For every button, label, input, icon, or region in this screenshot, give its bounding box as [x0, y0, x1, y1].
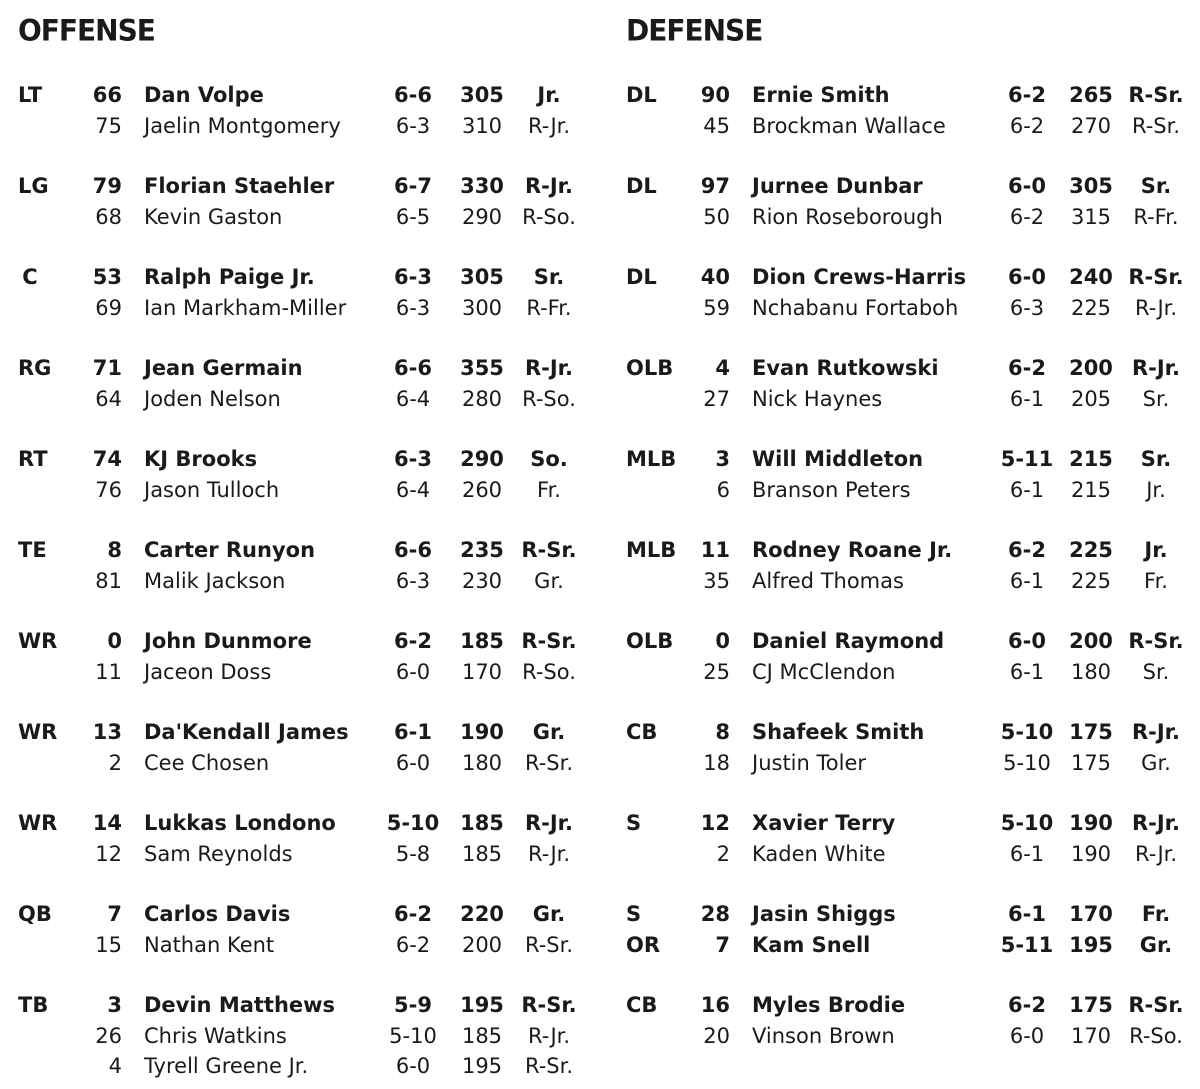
- player-row: [18, 262, 588, 292]
- player-class: Fr.: [1144, 568, 1168, 593]
- player-weight: 265: [1069, 83, 1113, 107]
- jersey-number: 28: [700, 902, 730, 926]
- position-label: WR: [18, 811, 58, 835]
- player-weight: 175: [1070, 750, 1112, 775]
- player-row: [18, 1021, 588, 1051]
- player-row: [626, 626, 1196, 656]
- player-class: Fr.: [1141, 902, 1171, 926]
- player-class: R-Jr.: [527, 1023, 571, 1048]
- player-class: R-So.: [522, 204, 576, 229]
- player-name: Sam Reynolds: [144, 841, 293, 866]
- player-height: 6-5: [395, 204, 431, 229]
- player-class: R-So.: [1129, 1023, 1183, 1048]
- player-row: [626, 444, 1196, 474]
- player-height: 5-10: [1000, 811, 1054, 835]
- player-row: [626, 1021, 1196, 1051]
- player-weight: 215: [1070, 477, 1112, 502]
- player-row: [18, 535, 588, 565]
- position-label: S: [626, 811, 642, 835]
- player-row: [626, 353, 1196, 383]
- player-weight: 195: [461, 1054, 503, 1078]
- player-height: 6-1: [1009, 386, 1045, 411]
- player-weight: 270: [1070, 113, 1112, 138]
- player-weight: 195: [1069, 932, 1113, 957]
- player-weight: 290: [460, 447, 504, 471]
- player-name: Devin Matthews: [144, 993, 336, 1017]
- player-class: R-Sr.: [1128, 83, 1184, 107]
- player-class: R-Jr.: [1131, 811, 1181, 835]
- player-row: [18, 717, 588, 747]
- position-label: WR: [18, 720, 58, 744]
- player-weight: 200: [1069, 629, 1113, 653]
- player-row: [18, 444, 588, 474]
- player-weight: 185: [460, 811, 504, 835]
- player-name: Rodney Roane Jr.: [752, 538, 953, 562]
- player-class: So.: [530, 447, 568, 471]
- player-class: R-Fr.: [1133, 204, 1179, 229]
- position-label: LT: [18, 83, 43, 107]
- player-name: Shafeek Smith: [752, 720, 925, 744]
- player-row: [626, 475, 1196, 505]
- player-weight: 190: [1070, 841, 1112, 866]
- player-name: Joden Nelson: [144, 386, 281, 411]
- player-height: 6-2: [1008, 83, 1046, 107]
- player-height: 6-0: [1008, 629, 1046, 653]
- player-name: Jason Tulloch: [144, 477, 280, 502]
- jersey-number: 11: [700, 538, 730, 562]
- player-class: Sr.: [533, 265, 565, 289]
- player-row: [18, 353, 588, 383]
- player-row: [18, 80, 588, 110]
- player-class: Sr.: [1140, 447, 1172, 471]
- player-weight: 185: [460, 629, 504, 653]
- jersey-number: 3: [715, 447, 730, 471]
- player-name: Ian Markham-Miller: [144, 295, 347, 320]
- jersey-number: 74: [92, 447, 122, 471]
- position-label: DL: [626, 83, 657, 107]
- player-name: Jaceon Doss: [144, 659, 272, 684]
- player-name: KJ Brooks: [144, 447, 258, 471]
- player-height: 6-2: [395, 932, 431, 957]
- jersey-number: 76: [95, 477, 122, 502]
- player-name: Malik Jackson: [144, 568, 286, 593]
- player-height: 6-2: [394, 629, 432, 653]
- jersey-number: 25: [703, 659, 730, 684]
- jersey-number: 27: [703, 386, 730, 411]
- jersey-number: 90: [700, 83, 730, 107]
- player-weight: 305: [1069, 174, 1113, 198]
- player-class: R-Jr.: [524, 811, 574, 835]
- player-name: Cee Chosen: [144, 750, 270, 775]
- jersey-number: 68: [95, 204, 122, 229]
- player-height: 6-0: [1008, 174, 1046, 198]
- jersey-number: 26: [95, 1023, 122, 1048]
- player-weight: 230: [461, 568, 503, 593]
- player-row: [626, 930, 1196, 960]
- player-name: CJ McClendon: [752, 659, 896, 684]
- jersey-number: 4: [108, 1054, 122, 1078]
- jersey-number: 35: [703, 568, 730, 593]
- player-row: [18, 657, 588, 687]
- player-name: Kevin Gaston: [144, 204, 283, 229]
- player-row: [18, 990, 588, 1020]
- player-class: R-Jr.: [1134, 295, 1178, 320]
- player-height: 6-3: [395, 295, 431, 320]
- jersey-number: 75: [95, 113, 122, 138]
- player-name: Nathan Kent: [144, 932, 275, 957]
- player-height: 6-0: [395, 1054, 431, 1078]
- player-class: R-Jr.: [527, 113, 571, 138]
- player-weight: 355: [460, 356, 504, 380]
- player-weight: 175: [1069, 993, 1113, 1017]
- player-class: Sr.: [1142, 386, 1170, 411]
- player-row: [18, 899, 588, 929]
- position-label: C: [22, 265, 38, 289]
- player-name: Carter Runyon: [144, 538, 316, 562]
- player-weight: 180: [1070, 659, 1112, 684]
- jersey-number: 69: [95, 295, 122, 320]
- player-height: 6-2: [1008, 356, 1046, 380]
- player-class: Gr.: [1139, 932, 1173, 957]
- player-row: [626, 171, 1196, 201]
- jersey-number: 40: [700, 265, 730, 289]
- jersey-number: 71: [92, 356, 122, 380]
- player-class: Gr.: [532, 902, 566, 926]
- player-height: 5-10: [389, 1023, 437, 1048]
- player-row: [18, 1051, 588, 1081]
- player-name: Ernie Smith: [752, 83, 890, 107]
- player-row: [18, 384, 588, 414]
- jersey-number: 7: [715, 932, 730, 957]
- player-weight: 200: [1069, 356, 1113, 380]
- player-class: R-Jr.: [524, 356, 574, 380]
- position-label: RG: [18, 356, 52, 380]
- jersey-number: 20: [703, 1023, 730, 1048]
- player-row: [18, 839, 588, 869]
- player-weight: 195: [460, 993, 504, 1017]
- player-weight: 200: [461, 932, 503, 957]
- player-height: 6-6: [394, 538, 432, 562]
- player-row: [626, 293, 1196, 323]
- player-row: [626, 262, 1196, 292]
- player-class: R-Sr.: [1131, 113, 1181, 138]
- position-label: DL: [626, 174, 657, 198]
- player-row: [18, 202, 588, 232]
- jersey-number: 50: [703, 204, 730, 229]
- position-label: MLB: [626, 447, 677, 471]
- player-weight: 225: [1070, 295, 1112, 320]
- player-weight: 235: [460, 538, 504, 562]
- player-weight: 185: [461, 1023, 503, 1048]
- player-row: [626, 535, 1196, 565]
- player-class: R-Sr.: [524, 750, 574, 775]
- player-weight: 330: [460, 174, 504, 198]
- player-row: [18, 475, 588, 505]
- player-weight: 215: [1069, 447, 1113, 471]
- player-name: Dan Volpe: [144, 83, 264, 107]
- player-class: Jr.: [1144, 538, 1168, 562]
- jersey-number: 2: [716, 841, 730, 866]
- offense-title: OFFENSE: [18, 13, 155, 48]
- player-name: Carlos Davis: [144, 902, 291, 926]
- player-weight: 305: [460, 265, 504, 289]
- player-row: [626, 80, 1196, 110]
- player-height: 6-1: [1008, 902, 1046, 926]
- jersey-number: 8: [107, 538, 122, 562]
- jersey-number: 81: [95, 568, 122, 593]
- player-height: 6-6: [394, 83, 432, 107]
- player-row: [18, 566, 588, 596]
- position-label: S: [626, 902, 642, 926]
- player-class: R-Sr.: [1128, 265, 1184, 289]
- player-height: 6-1: [1009, 568, 1045, 593]
- player-weight: 190: [460, 720, 504, 744]
- player-height: 5-10: [1000, 720, 1054, 744]
- player-name: Rion Roseborough: [752, 204, 943, 229]
- jersey-number: 2: [108, 750, 122, 775]
- player-name: Kam Snell: [752, 932, 871, 957]
- player-height: 6-1: [1009, 841, 1045, 866]
- player-name: Jaelin Montgomery: [144, 113, 341, 138]
- player-class: R-Fr.: [526, 295, 572, 320]
- position-label: WR: [18, 629, 58, 653]
- position-label: DL: [626, 265, 657, 289]
- player-weight: 225: [1069, 538, 1113, 562]
- player-row: [626, 748, 1196, 778]
- defense-title: DEFENSE: [626, 13, 763, 48]
- position-label: TB: [18, 993, 49, 1017]
- jersey-number: 15: [95, 932, 122, 957]
- player-class: R-Sr.: [1128, 629, 1184, 653]
- player-class: R-Jr.: [1134, 841, 1178, 866]
- player-row: [626, 808, 1196, 838]
- player-name: Brockman Wallace: [752, 113, 946, 138]
- player-name: Da'Kendall James: [144, 720, 349, 744]
- player-class: R-Jr.: [527, 841, 571, 866]
- player-weight: 220: [460, 902, 504, 926]
- player-name: Evan Rutkowski: [752, 356, 939, 380]
- player-height: 6-0: [1008, 265, 1046, 289]
- player-weight: 180: [461, 750, 503, 775]
- jersey-number: 53: [92, 265, 122, 289]
- position-label: QB: [18, 902, 52, 926]
- player-height: 6-7: [394, 174, 432, 198]
- player-weight: 225: [1070, 568, 1112, 593]
- player-name: John Dunmore: [144, 629, 312, 653]
- player-name: Jurnee Dunbar: [752, 174, 923, 198]
- player-name: Dion Crews-Harris: [752, 265, 967, 289]
- player-class: R-Sr.: [521, 538, 577, 562]
- player-height: 6-0: [395, 750, 431, 775]
- player-name: Kaden White: [752, 841, 886, 866]
- jersey-number: 11: [95, 659, 122, 684]
- player-height: 5-9: [394, 993, 432, 1017]
- player-row: [626, 657, 1196, 687]
- player-height: 5-11: [1000, 447, 1054, 471]
- player-class: Gr.: [534, 568, 564, 593]
- player-height: 6-3: [394, 447, 432, 471]
- player-class: Gr.: [1141, 750, 1171, 775]
- player-weight: 170: [461, 659, 503, 684]
- position-label: RT: [18, 447, 48, 471]
- player-weight: 240: [1069, 265, 1113, 289]
- jersey-number: 79: [92, 174, 122, 198]
- player-weight: 185: [461, 841, 503, 866]
- player-weight: 305: [460, 83, 504, 107]
- jersey-number: 59: [703, 295, 730, 320]
- player-class: R-Jr.: [1131, 720, 1181, 744]
- player-class: R-Sr.: [1128, 993, 1184, 1017]
- player-weight: 310: [461, 113, 503, 138]
- player-name: Nchabanu Fortaboh: [752, 295, 959, 320]
- player-name: Tyrell Greene Jr.: [144, 1054, 309, 1078]
- player-name: Branson Peters: [752, 477, 911, 502]
- player-name: Nick Haynes: [752, 386, 883, 411]
- jersey-number: 3: [107, 993, 122, 1017]
- jersey-number: 0: [107, 629, 122, 653]
- position-label: LG: [18, 174, 49, 198]
- player-weight: 175: [1069, 720, 1113, 744]
- player-height: 5-10: [386, 811, 440, 835]
- player-weight: 170: [1070, 1023, 1112, 1048]
- jersey-number: 13: [92, 720, 122, 744]
- player-height: 6-3: [395, 113, 431, 138]
- player-class: Jr.: [537, 83, 561, 107]
- player-height: 6-2: [1008, 993, 1046, 1017]
- jersey-number: 16: [700, 993, 730, 1017]
- jersey-number: 45: [703, 113, 730, 138]
- position-label: OR: [626, 932, 661, 957]
- player-name: Daniel Raymond: [752, 629, 945, 653]
- player-name: Florian Staehler: [144, 174, 335, 198]
- player-class: Sr.: [1140, 174, 1172, 198]
- player-class: R-Jr.: [1131, 356, 1181, 380]
- player-class: R-Sr.: [524, 1054, 574, 1078]
- player-class: Sr.: [1142, 659, 1170, 684]
- player-name: Jasin Shiggs: [752, 902, 896, 926]
- player-height: 6-0: [395, 659, 431, 684]
- player-height: 6-0: [1009, 1023, 1045, 1048]
- jersey-number: 97: [700, 174, 730, 198]
- player-row: [18, 293, 588, 323]
- player-row: [626, 990, 1196, 1020]
- player-class: R-Sr.: [521, 993, 577, 1017]
- player-height: 6-4: [395, 477, 431, 502]
- player-row: [18, 111, 588, 141]
- jersey-number: 7: [107, 902, 122, 926]
- position-label: OLB: [626, 356, 674, 380]
- position-label: CB: [626, 993, 658, 1017]
- player-name: Vinson Brown: [752, 1023, 895, 1048]
- position-label: TE: [18, 538, 47, 562]
- player-name: Xavier Terry: [752, 811, 896, 835]
- player-row: [626, 111, 1196, 141]
- position-label: MLB: [626, 538, 677, 562]
- player-class: Jr.: [1146, 477, 1166, 502]
- player-row: [18, 930, 588, 960]
- jersey-number: 4: [715, 356, 730, 380]
- player-weight: 205: [1070, 386, 1112, 411]
- player-row: [18, 626, 588, 656]
- player-name: Ralph Paige Jr.: [144, 265, 315, 289]
- player-height: 6-1: [394, 720, 432, 744]
- player-height: 6-4: [395, 386, 431, 411]
- player-class: Fr.: [537, 477, 561, 502]
- player-height: 6-1: [1009, 659, 1045, 684]
- position-label: CB: [626, 720, 658, 744]
- player-name: Will Middleton: [752, 447, 924, 471]
- player-row: [18, 171, 588, 201]
- player-class: R-Sr.: [521, 629, 577, 653]
- player-weight: 190: [1069, 811, 1113, 835]
- player-name: Jean Germain: [144, 356, 303, 380]
- player-height: 5-11: [1000, 932, 1054, 957]
- player-name: Chris Watkins: [144, 1023, 287, 1048]
- player-row: [626, 202, 1196, 232]
- jersey-number: 6: [716, 477, 730, 502]
- jersey-number: 12: [700, 811, 730, 835]
- player-height: 6-2: [1008, 538, 1046, 562]
- player-class: Gr.: [532, 720, 566, 744]
- player-weight: 290: [461, 204, 503, 229]
- player-class: R-Jr.: [524, 174, 574, 198]
- player-class: R-So.: [522, 659, 576, 684]
- jersey-number: 12: [95, 841, 122, 866]
- player-row: [18, 748, 588, 778]
- player-height: 6-1: [1009, 477, 1045, 502]
- player-name: Lukkas Londono: [144, 811, 336, 835]
- player-weight: 315: [1070, 204, 1112, 229]
- player-height: 6-2: [1009, 113, 1045, 138]
- player-weight: 260: [461, 477, 503, 502]
- player-name: Myles Brodie: [752, 993, 906, 1017]
- player-row: [626, 839, 1196, 869]
- jersey-number: 18: [703, 750, 730, 775]
- player-height: 6-3: [394, 265, 432, 289]
- player-weight: 170: [1069, 902, 1113, 926]
- player-weight: 300: [461, 295, 503, 320]
- player-height: 6-2: [1009, 204, 1045, 229]
- player-class: R-So.: [522, 386, 576, 411]
- player-height: 6-3: [1009, 295, 1045, 320]
- player-weight: 280: [461, 386, 503, 411]
- player-class: R-Sr.: [524, 932, 574, 957]
- position-label: OLB: [626, 629, 674, 653]
- player-height: 6-6: [394, 356, 432, 380]
- jersey-number: 0: [715, 629, 730, 653]
- jersey-number: 14: [92, 811, 122, 835]
- player-row: [626, 717, 1196, 747]
- player-row: [626, 384, 1196, 414]
- jersey-number: 66: [92, 83, 122, 107]
- jersey-number: 8: [715, 720, 730, 744]
- player-height: 5-10: [1003, 750, 1051, 775]
- player-row: [626, 899, 1196, 929]
- player-row: [18, 808, 588, 838]
- player-height: 6-3: [395, 568, 431, 593]
- player-name: Alfred Thomas: [752, 568, 904, 593]
- jersey-number: 64: [95, 386, 122, 411]
- player-height: 5-8: [395, 841, 431, 866]
- player-row: [626, 566, 1196, 596]
- player-height: 6-2: [394, 902, 432, 926]
- player-name: Justin Toler: [752, 750, 866, 775]
